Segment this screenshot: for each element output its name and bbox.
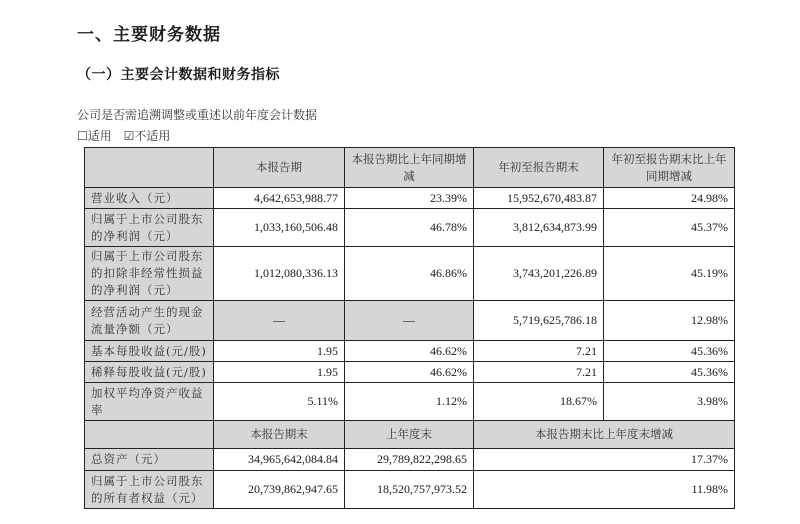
subheader-period-end: 本报告期末 xyxy=(214,421,345,449)
row-label: 归属于上市公司股东的所有者权益（元） xyxy=(85,471,214,509)
table-row xyxy=(85,341,735,362)
option-applicable[interactable]: ☐适用 xyxy=(77,129,112,143)
table-row xyxy=(85,449,735,471)
table-row xyxy=(85,188,735,209)
cell-ytd-change: 12.98% xyxy=(604,301,735,341)
checked-box-icon[interactable]: ☑ xyxy=(123,129,135,143)
cell-current: 1.95 xyxy=(214,362,345,383)
cell-ytd-change: 24.98% xyxy=(604,188,735,209)
cell-current-change: 46.86% xyxy=(345,247,474,301)
restatement-options xyxy=(77,127,178,144)
subsection-heading: （一）主要会计数据和财务指标 xyxy=(77,67,280,83)
cell-current-change: 46.62% xyxy=(345,362,474,383)
cell-current-change: 46.78% xyxy=(345,209,474,247)
table-row xyxy=(85,362,735,383)
section-heading: 一、主要财务数据 xyxy=(77,25,221,45)
cell-ytd: 15,952,670,483.87 xyxy=(474,188,604,209)
header-blank xyxy=(85,148,214,188)
cell-ytd-change: 45.19% xyxy=(604,247,735,301)
table-subheader-row xyxy=(85,421,735,449)
cell-prior-year-end: 18,520,757,973.52 xyxy=(345,471,474,509)
table-row xyxy=(85,247,735,301)
table-row xyxy=(85,471,735,509)
header-current-period: 本报告期 xyxy=(214,148,345,188)
unchecked-box-icon[interactable]: ☐ xyxy=(77,129,88,143)
cell-ytd: 18.67% xyxy=(474,383,604,421)
header-ytd: 年初至报告期末 xyxy=(474,148,604,188)
option-not-applicable[interactable]: ☑不适用 xyxy=(123,129,171,143)
table-row xyxy=(85,383,735,421)
table-row xyxy=(85,209,735,247)
cell-current-change: 46.62% xyxy=(345,341,474,362)
header-ytd-change: 年初至报告期末比上年同期增减 xyxy=(604,148,735,188)
cell-current: 5.11% xyxy=(214,383,345,421)
subheader-change: 本报告期末比上年度末增减 xyxy=(474,421,735,449)
row-label: 经营活动产生的现金流量净额（元） xyxy=(85,301,214,341)
restatement-question: 公司是否需追溯调整或重述以前年度会计数据 xyxy=(77,108,318,122)
row-label: 稀释每股收益(元/股) xyxy=(85,362,214,383)
cell-ytd: 7.21 xyxy=(474,341,604,362)
cell-current: 1,012,080,336.13 xyxy=(214,247,345,301)
cell-prior-year-end: 29,789,822,298.65 xyxy=(345,449,474,471)
cell-current: 1.95 xyxy=(214,341,345,362)
row-label: 基本每股收益(元/股) xyxy=(85,341,214,362)
table-header-row xyxy=(85,148,735,188)
row-label: 加权平均净资产收益率 xyxy=(85,383,214,421)
row-label: 归属于上市公司股东的净利润（元） xyxy=(85,209,214,247)
cell-ytd-change: 45.37% xyxy=(604,209,735,247)
cell-current: 1,033,160,506.48 xyxy=(214,209,345,247)
cell-change: 17.37% xyxy=(474,449,735,471)
cell-ytd: 7.21 xyxy=(474,362,604,383)
header-current-change: 本报告期比上年同期增减 xyxy=(345,148,474,188)
cell-ytd-change: 3.98% xyxy=(604,383,735,421)
row-label: 总资产（元） xyxy=(85,449,214,471)
cell-period-end: 34,965,642,084.84 xyxy=(214,449,345,471)
cell-ytd-change: 45.36% xyxy=(604,341,735,362)
cell-current: 4,642,653,988.77 xyxy=(214,188,345,209)
subheader-blank xyxy=(85,421,214,449)
cell-current: — xyxy=(214,301,345,341)
cell-ytd: 3,812,634,873.99 xyxy=(474,209,604,247)
financial-data-table xyxy=(84,147,735,509)
table-row xyxy=(85,301,735,341)
cell-ytd-change: 45.36% xyxy=(604,362,735,383)
subheader-prior-year-end: 上年度末 xyxy=(345,421,474,449)
row-label: 归属于上市公司股东的扣除非经常性损益的净利润（元） xyxy=(85,247,214,301)
row-label: 营业收入（元） xyxy=(85,188,214,209)
cell-current-change: 1.12% xyxy=(345,383,474,421)
cell-current-change: 23.39% xyxy=(345,188,474,209)
cell-ytd: 3,743,201,226.89 xyxy=(474,247,604,301)
cell-change: 11.98% xyxy=(474,471,735,509)
cell-period-end: 20,739,862,947.65 xyxy=(214,471,345,509)
cell-current-change: — xyxy=(345,301,474,341)
cell-ytd: 5,719,625,786.18 xyxy=(474,301,604,341)
